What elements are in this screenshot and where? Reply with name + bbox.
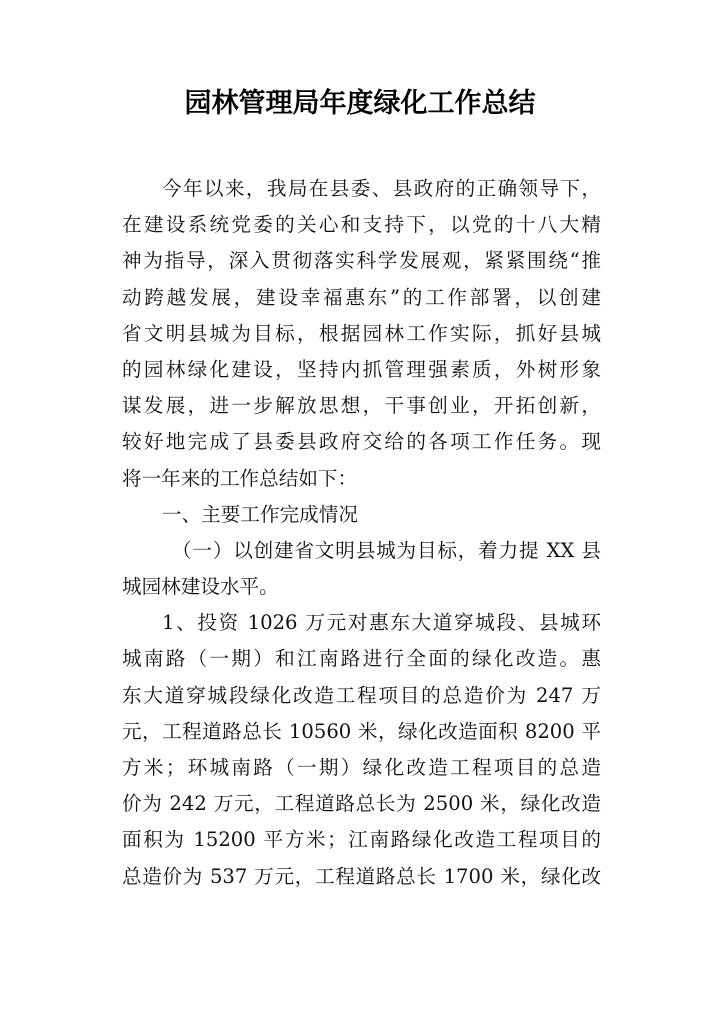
subsection-heading: （一）以创建省文明县城为目标，着力提 XX 县 (172, 538, 601, 562)
paragraph-line: 面积为 15200 平方米；江南路绿化改造工程项目的 (122, 828, 601, 852)
paragraph-line: 方米；环城南路（一期）绿化改造工程项目的总造 (122, 756, 601, 779)
paragraph-line: 谋发展，进一步解放思想，干事创业，开拓创新， (122, 394, 601, 418)
paragraph-line: 较好地完成了县委县政府交给的各项工作任务。现 (122, 430, 601, 454)
paragraph-line: 省文明县城为目标，根据园林工作实际，抓好县城 (122, 321, 601, 345)
section-heading: 一、主要工作完成情况 (162, 502, 358, 526)
paragraph-line: 1、投资 1026 万元对惠东大道穿城段、县城环 (162, 611, 601, 635)
document-title: 园林管理局年度绿化工作总结 (184, 88, 536, 119)
paragraph-line: 动跨越发展，建设幸福惠东”的工作部署，以创建 (122, 285, 601, 309)
paragraph-line: 神为指导，深入贯彻落实科学发展观，紧紧围绕“推 (122, 249, 601, 273)
paragraph-line: 城南路（一期）和江南路进行全面的绿化改造。惠 (122, 647, 601, 671)
paragraph-line: 总造价为 537 万元，工程道路总长 1700 米，绿化改 (122, 864, 601, 888)
paragraph-line: 将一年来的工作总结如下： (122, 466, 358, 490)
document-body (122, 171, 601, 895)
paragraph-line: 的园林绿化建设，坚持内抓管理强素质，外树形象 (122, 357, 601, 381)
paragraph-line: 元，工程道路总长 10560 米，绿化改造面积 8200 平 (122, 719, 601, 743)
paragraph-line: 今年以来，我局在县委、县政府的正确领导下， (162, 177, 601, 200)
paragraph-line: 东大道穿城段绿化改造工程项目的总造价为 247 万 (122, 683, 601, 707)
subsection-heading-continued: 城园林建设水平。 (122, 575, 279, 599)
paragraph-line: 价为 242 万元，工程道路总长为 2500 米，绿化改造 (122, 792, 601, 816)
paragraph-line: 在建设系统党委的关心和支持下，以党的十八大精 (122, 213, 601, 237)
